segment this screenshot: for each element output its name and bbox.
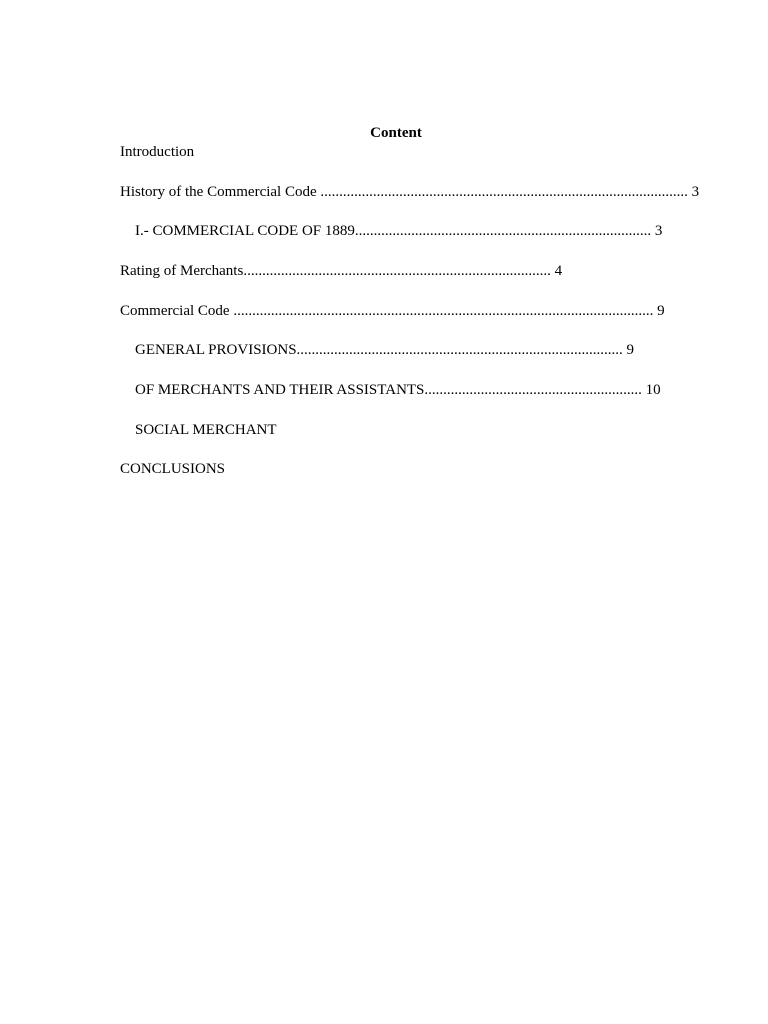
toc-entry-social-merchant [135, 421, 277, 439]
page-title: Content [370, 125, 422, 141]
toc-dot-leader: ....................................................................................... [296, 342, 623, 358]
toc-dot-leader: ............................................................................... [354, 223, 652, 239]
toc-page-number: 3 [651, 223, 663, 239]
toc-entry-text: Rating of Merchants [120, 263, 244, 279]
toc-entry-history [120, 183, 699, 201]
toc-entry-rating-of-merchants [120, 262, 562, 280]
toc-entry-text: GENERAL PROVISIONS [135, 342, 297, 358]
toc-entry-text: CONCLUSIONS [120, 461, 226, 477]
toc-page-number: 9 [622, 342, 635, 358]
toc-entry-text: SOCIAL MERCHANT [135, 422, 277, 438]
toc-page-number: 4 [550, 263, 563, 279]
toc-page-number: 10 [641, 382, 661, 398]
toc-entry-text: Introduction [120, 144, 195, 160]
toc-dot-leader: ................................................................................................................ [229, 303, 654, 319]
toc-entry-text: OF MERCHANTS AND THEIR ASSISTANTS [135, 382, 425, 398]
toc-entry-text: Commercial Code [120, 303, 230, 319]
toc-page-number: 9 [653, 303, 665, 319]
toc-entry-general-provisions [135, 341, 634, 359]
toc-entry-text: I.- COMMERCIAL CODE OF 1889 [135, 223, 355, 239]
toc-entry-merchants-and-assistants [135, 381, 661, 399]
toc-page-number: 3 [687, 184, 700, 200]
toc-entry-introduction [120, 143, 194, 161]
toc-dot-leader: .......................................................... [424, 382, 642, 398]
toc-entry-text: History of the Commercial Code [120, 184, 317, 200]
toc-dot-leader: .................................................................................. [243, 263, 551, 279]
toc-dot-leader: .................................................................................................. [316, 184, 688, 200]
toc-entry-commercial-code-1889 [135, 222, 662, 240]
toc-entry-conclusions [120, 460, 225, 478]
toc-entry-commercial-code [120, 302, 665, 320]
